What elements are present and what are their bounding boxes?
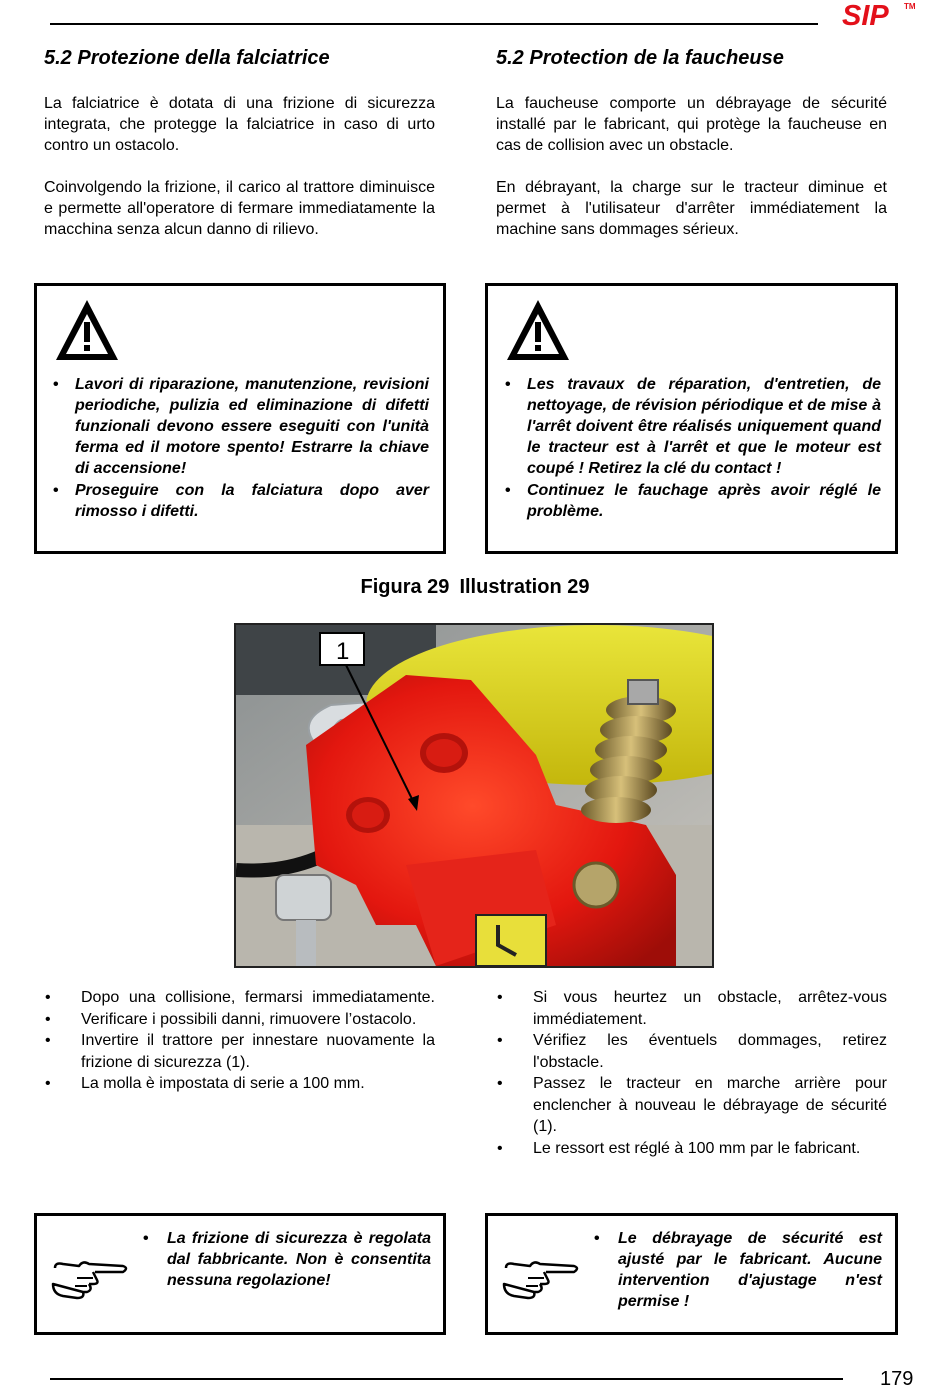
warning-item-text: Continuez le fauchage après avoir réglé le problème. (527, 482, 881, 520)
bullet: • (53, 376, 59, 393)
note-item-text: La frizione di sicurezza è regolata dal fabbricante. Non è consentita nessuna regolazione! (167, 1230, 431, 1289)
note-list-it (143, 1228, 431, 1291)
note-list-fr (594, 1228, 882, 1312)
step-text: Invertire il trattore per innestare nuovamente la frizione di sicurezza (1). (81, 1032, 435, 1071)
warning-item (505, 374, 881, 479)
step-text: Passez le tracteur en marche arrière pour enclencher à nouveau le débrayage de sécurité (1). (533, 1075, 887, 1135)
warning-item (505, 480, 881, 522)
intro-paragraph-it-2: Coinvolgendo la frizione, il carico al trattore diminuisce e permette all'operatore di fermare immediatamente la macchina senza alcun danno di rilievo. (44, 179, 435, 238)
step-text: Si vous heurtez un obstacle, arrêtez-vous immédiatement. (533, 989, 887, 1028)
pointing-hand-icon (49, 1256, 129, 1300)
intro-paragraph-it-1: La falciatrice è dotata di una frizione di sicurezza integrata, che protegge la falciatrice in caso di urto contro un ostacolo. (44, 95, 435, 154)
page-number: 179 (880, 1368, 914, 1390)
step-item (497, 987, 887, 1030)
warning-triangle-icon (504, 296, 572, 364)
note-box-it (34, 1213, 446, 1335)
bullet: • (505, 482, 511, 499)
step-item (45, 1073, 435, 1095)
pointing-hand-icon (500, 1256, 580, 1300)
bullet: • (497, 1032, 503, 1049)
safety-clutch-illustration (236, 625, 712, 966)
bullet: • (45, 1010, 51, 1028)
note-item (143, 1228, 431, 1291)
step-text: La molla è impostata di serie a 100 mm. (81, 1075, 365, 1092)
warning-item-text: Les travaux de réparation, d'entretien, de nettoyage, de révision périodique et de mise à l'arrêt doivent être réalisés uniquement quand le tracteur est à l'arrêt et que le moteur est coupé ! Retirez la clé du contact ! (527, 376, 881, 477)
bullet: • (497, 1139, 503, 1157)
step-item (497, 1073, 887, 1138)
bullet: • (53, 482, 59, 499)
bullet: • (497, 989, 503, 1006)
step-item (45, 987, 435, 1009)
step-text: Vérifiez les éventuels dommages, retirez l'obstacle. (533, 1032, 887, 1071)
footer-rule (50, 1378, 843, 1380)
bullet: • (143, 1230, 149, 1247)
step-item (45, 1030, 435, 1073)
bullet: • (45, 1032, 51, 1049)
note-item-text: Le débrayage de sécurité est ajusté par le fabricant. Aucune intervention d'ajustage n'est permise ! (618, 1230, 882, 1310)
step-item (497, 1030, 887, 1073)
step-text: Le ressort est réglé à 100 mm par le fabricant. (533, 1139, 861, 1157)
step-item (45, 1009, 435, 1031)
logo-trademark: TM (904, 2, 916, 11)
bullet: • (594, 1230, 600, 1247)
step-text: Dopo una collisione, fermarsi immediatamente. (81, 989, 435, 1006)
logo-text: SIP (842, 0, 889, 32)
figure-caption (0, 576, 950, 599)
step-text: Verificare i possibili danni, rimuovere l’ostacolo. (81, 1010, 417, 1028)
warning-list-it (53, 374, 429, 522)
warning-item-text: Proseguire con la falciatura dopo aver rimosso i difetti. (75, 482, 429, 520)
bullet: • (45, 989, 51, 1006)
warning-box-fr (485, 283, 898, 554)
steps-list-it (45, 987, 435, 1095)
warning-list-fr (505, 374, 881, 522)
note-item (594, 1228, 882, 1312)
callout-label: 1 (336, 638, 350, 665)
figure-caption-it: Figura 29 (360, 576, 450, 598)
warning-item (53, 374, 429, 479)
intro-paragraph-fr-2: En débrayant, la charge sur le tracteur diminue et permet à l'utilisateur d'arrêter immédiatement la machine sans dommages sérieux. (496, 179, 887, 238)
figure-caption-fr: Illustration 29 (459, 576, 590, 598)
figure-photo (234, 623, 714, 968)
bullet: • (505, 376, 511, 393)
intro-paragraph-fr-1: La faucheuse comporte un débrayage de sécurité installé par le fabricant, qui protège la faucheuse en cas de collision avec un obstacle. (496, 95, 887, 154)
step-item (497, 1138, 887, 1160)
steps-list-fr (497, 987, 887, 1159)
section-heading-fr: 5.2 Protection de la faucheuse (496, 47, 784, 69)
bullet: • (45, 1075, 51, 1092)
section-heading-it: 5.2 Protezione della falciatrice (44, 47, 330, 69)
bullet: • (497, 1075, 503, 1092)
note-box-fr (485, 1213, 898, 1335)
warning-box-it (34, 283, 446, 554)
warning-item (53, 480, 429, 522)
warning-item-text: Lavori di riparazione, manutenzione, revisioni periodiche, pulizia ed eliminazione di difetti funzionali devono essere eseguiti con l'unità ferma ed il motore spento! Estrarre la chiave di accensione! (75, 376, 429, 477)
header-rule (50, 23, 818, 25)
warning-triangle-icon (53, 296, 121, 364)
sip-logo (842, 0, 916, 32)
